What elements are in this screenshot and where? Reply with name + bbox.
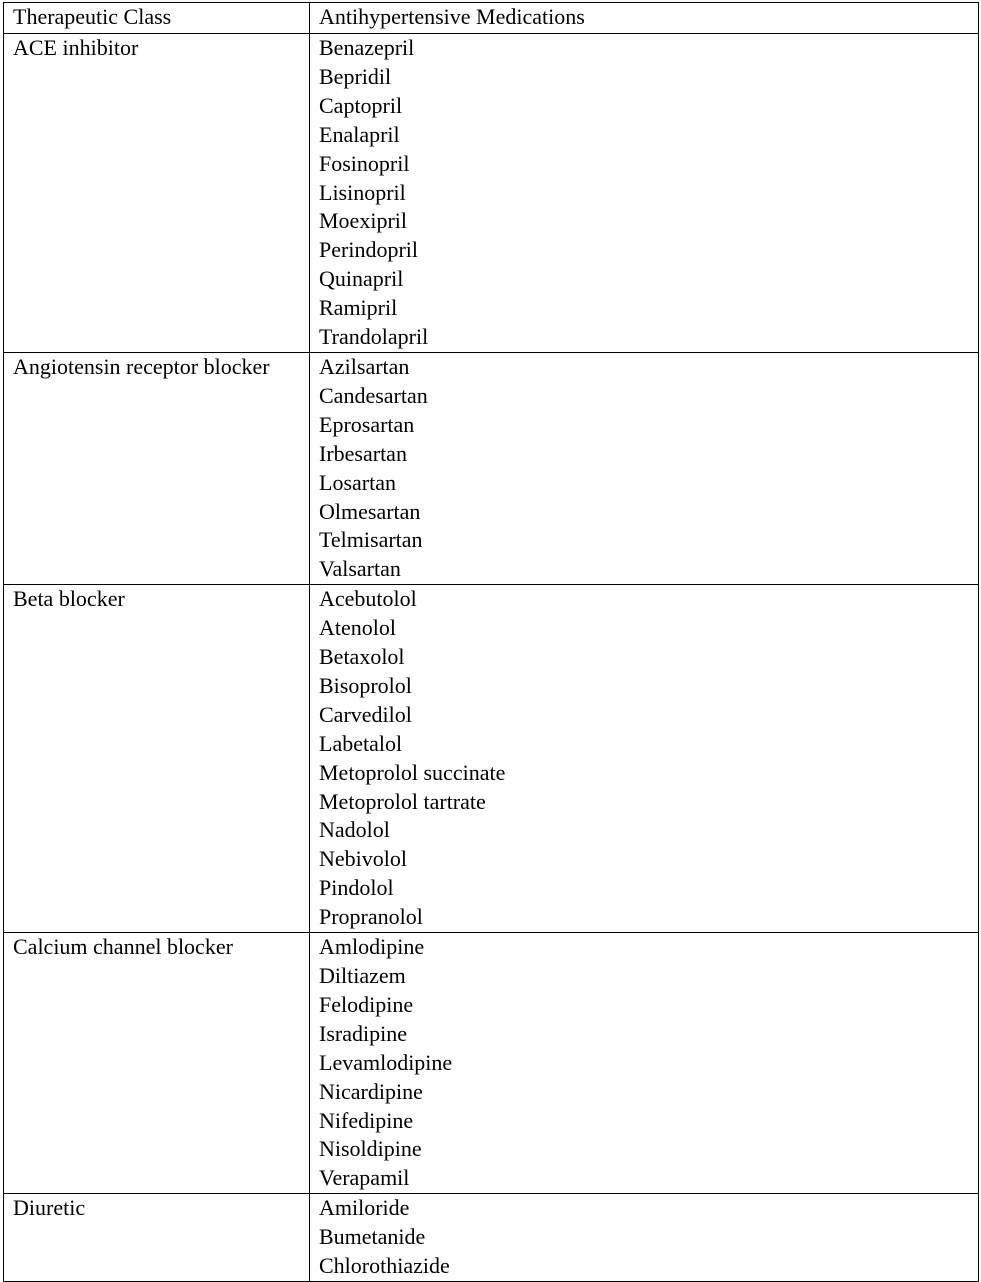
medication-name: Bepridil bbox=[319, 63, 392, 89]
medication-name: Amiloride bbox=[319, 1195, 410, 1221]
medication-name: Isradipine bbox=[319, 1020, 407, 1046]
medication-name: Metoprolol succinate bbox=[319, 759, 506, 785]
medication-name: Verapamil bbox=[319, 1165, 410, 1191]
medications-cell bbox=[310, 1194, 979, 1282]
therapeutic-class-name: Diuretic bbox=[13, 1195, 86, 1221]
therapeutic-class-name: Calcium channel blocker bbox=[13, 934, 233, 960]
therapeutic-class-cell bbox=[4, 34, 310, 353]
medication-name: Ramipril bbox=[319, 295, 398, 321]
medication-name: Nebivolol bbox=[319, 846, 407, 872]
medications-cell bbox=[310, 933, 979, 1194]
medication-name: Irbesartan bbox=[319, 440, 407, 466]
medication-name: Diltiazem bbox=[319, 963, 406, 988]
medication-name: Quinapril bbox=[319, 266, 404, 292]
medication-name: Trandolapril bbox=[319, 324, 429, 350]
medication-name: Valsartan bbox=[319, 556, 401, 582]
medication-name: Enalapril bbox=[319, 121, 400, 147]
table-body bbox=[4, 3, 979, 1282]
medication-name: Nisoldipine bbox=[319, 1136, 422, 1162]
medication-name: Atenolol bbox=[319, 615, 396, 641]
medication-name: Losartan bbox=[319, 469, 396, 495]
medication-name: Telmisartan bbox=[319, 527, 423, 553]
table-row bbox=[4, 34, 979, 353]
medication-list bbox=[319, 34, 972, 352]
medication-name: Amlodipine bbox=[319, 934, 425, 960]
medication-name: Nifedipine bbox=[319, 1107, 414, 1133]
medication-name: Felodipine bbox=[319, 991, 414, 1017]
medication-list bbox=[319, 1194, 972, 1281]
therapeutic-class-cell bbox=[4, 352, 310, 584]
medication-name: Acebutolol bbox=[319, 586, 417, 612]
header-antihypertensive-medications: Antihypertensive Medications bbox=[310, 3, 979, 34]
header-row bbox=[4, 3, 979, 34]
medication-name: Bisoprolol bbox=[319, 672, 412, 698]
therapeutic-class-name: Beta blocker bbox=[13, 586, 125, 612]
therapeutic-class-cell bbox=[4, 1194, 310, 1282]
medication-name: Chlorothiazide bbox=[319, 1253, 450, 1279]
medication-name: Labetalol bbox=[319, 730, 403, 756]
header-therapeutic-class: Therapeutic Class bbox=[4, 3, 310, 34]
medication-name: Perindopril bbox=[319, 237, 418, 263]
table-row bbox=[4, 1194, 979, 1282]
medication-name: Levamlodipine bbox=[319, 1049, 453, 1075]
medication-name: Propranolol bbox=[319, 904, 423, 930]
medication-list bbox=[319, 585, 972, 932]
medication-name: Fosinopril bbox=[319, 150, 410, 176]
table-row bbox=[4, 585, 979, 933]
medication-name: Lisinopril bbox=[319, 179, 406, 205]
medication-name: Candesartan bbox=[319, 382, 428, 408]
medication-name: Captopril bbox=[319, 92, 403, 118]
medication-name: Nadolol bbox=[319, 817, 390, 843]
medication-name: Carvedilol bbox=[319, 701, 412, 727]
medication-name: Benazepril bbox=[319, 35, 415, 60]
medication-name: Nicardipine bbox=[319, 1078, 423, 1104]
therapeutic-class-name: ACE inhibitor bbox=[13, 35, 139, 60]
medication-list bbox=[319, 353, 972, 584]
medications-cell bbox=[310, 585, 979, 933]
medication-name: Betaxolol bbox=[319, 644, 405, 670]
medication-name: Metoprolol tartrate bbox=[319, 788, 486, 814]
medications-cell bbox=[310, 352, 979, 584]
table-row bbox=[4, 352, 979, 584]
medication-table bbox=[3, 2, 979, 1282]
medication-name: Moexipril bbox=[319, 208, 407, 234]
table-row bbox=[4, 933, 979, 1194]
medication-name: Pindolol bbox=[319, 875, 394, 901]
medication-name: Eprosartan bbox=[319, 411, 415, 437]
medication-name: Azilsartan bbox=[319, 353, 410, 379]
medication-name: Bumetanide bbox=[319, 1224, 426, 1250]
medication-name: Olmesartan bbox=[319, 498, 421, 524]
therapeutic-class-cell bbox=[4, 585, 310, 933]
medication-list bbox=[319, 933, 972, 1193]
therapeutic-class-name: Angiotensin receptor blocker bbox=[13, 353, 270, 379]
medications-cell bbox=[310, 34, 979, 353]
therapeutic-class-cell bbox=[4, 933, 310, 1194]
